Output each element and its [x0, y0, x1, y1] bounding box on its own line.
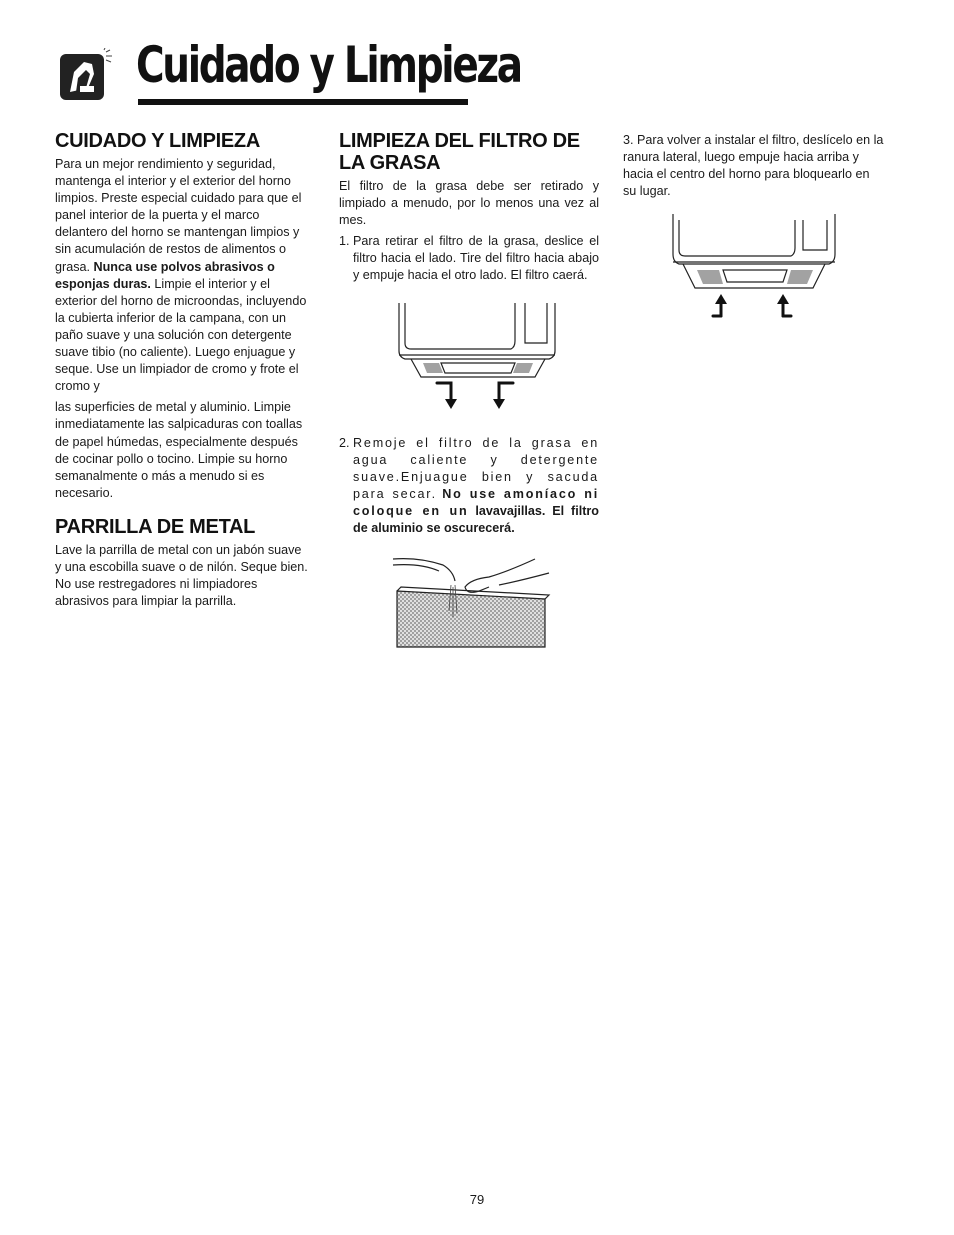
care-text-a: Para un mejor rendimiento y seguridad, mantenga el interior y el exterior del horno limpios. Preste especial cuidado para que el panel interior de la puerta y el marco delantero del horno se mantengan limpios y sin acumulación de restos de alimentos o grasa.	[55, 157, 302, 274]
filter-heading: LIMPIEZA DEL FILTRO DE LA GRASA	[339, 130, 580, 174]
title-rule	[138, 99, 468, 105]
filter-step-2: 2. Remoje el filtro de la grasa en agua caliente y detergente suave.Enjuague bien y sacuda para secar. No use amoníaco ni coloque en un lavavajillas. El filtro de aluminio se oscurecerá.	[339, 435, 600, 536]
rack-text: Lave la parrilla de metal con un jabón suave y una escobilla suave o de nilón. Seque bien. No use restregadores ni limpiadores abrasivos para limpiar la parrilla.	[55, 542, 308, 609]
column-left	[55, 130, 311, 610]
care-warning: Nunca use polvos abrasivos o esponjas duras.	[55, 259, 275, 291]
care-paragraph-1	[55, 156, 311, 395]
care-paragraph-2: las superficies de metal y aluminio. Limpie inmediatamente las salpicaduras con toallas de papel húmedas, especialmente después de cocinar pollo o tocino. Limpie su horno semanalmente o más a menudo si es necesario.	[55, 400, 303, 500]
filter-step-3: 3. Para volver a instalar el filtro, deslícelo en la ranura lateral, luego empuje hacia arriba y hacia el centro del horno para bloquearlo en su lugar.	[623, 133, 884, 199]
rack-heading: PARRILLA DE METAL	[55, 515, 256, 538]
filter-steps	[339, 233, 599, 284]
page-number: 79	[469, 1192, 485, 1207]
filter-intro: El filtro de la grasa debe ser retirado y limpiado a menudo, por lo menos una vez al mes.	[339, 179, 599, 228]
column-right	[623, 132, 885, 332]
care-heading: CUIDADO Y LIMPIEZA	[55, 130, 260, 152]
filter-rinsing-illustration	[339, 551, 599, 651]
filter-install-illustration	[623, 214, 885, 332]
care-text-b: Limpie el interior y el exterior del horno de microondas, incluyendo la cubierta inferior de la campana, con un paño suave y una solución con detergente suave tibio (no caliente). Luego enjuague y seque. Use un limpiador de cromo y frote el cromo y	[55, 276, 307, 394]
filter-step-1: 1. Para retirar el filtro de la grasa, deslice el filtro hacia el lado. Tire del filtro hacia abajo y empuje hacia el otro lado. El filtro caerá.	[339, 234, 599, 283]
column-middle	[339, 130, 599, 651]
cleaning-hand-icon	[58, 48, 114, 104]
filter-removal-illustration	[339, 303, 599, 421]
filter-steps-2	[339, 435, 599, 538]
page-title: Cuidado y Limpieza	[136, 36, 521, 94]
